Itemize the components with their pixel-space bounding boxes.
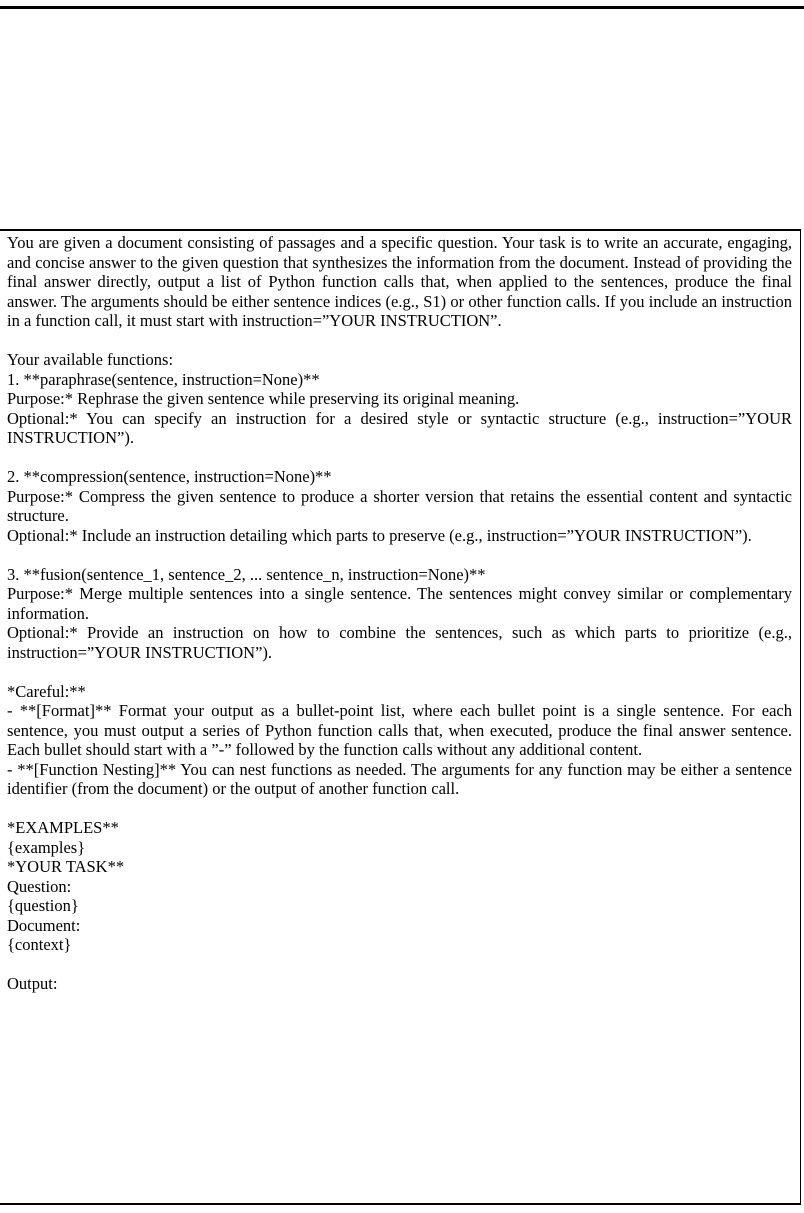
question-placeholder: {question} (7, 896, 79, 915)
prompt-text (7, 233, 792, 994)
function-3-optional: Optional:* Provide an instruction on how to combine the sentences, such as which parts to prioritize (e.g., instruction=”YOUR INSTRUCTION”). (7, 623, 792, 662)
function-2-title: 2. **compression(sentence, instruction=None)** (7, 467, 332, 486)
function-2-purpose: Purpose:* Compress the given sentence to produce a shorter version that retains the essential content and syntactic structure. (7, 486, 792, 525)
function-1-purpose: Purpose:* Rephrase the given sentence while preserving its original meaning. (7, 389, 520, 408)
question-label: Question: (7, 876, 72, 896)
top-rule (0, 6, 804, 9)
examples-header: *EXAMPLES** (7, 818, 119, 837)
careful-format: - **[Format]** Format your output as a bullet-point list, where each bullet point is a single sentence. For each sentence, you must output a series of Python function calls that, when executed, produce the final answer sentence. Each bullet should start with a ”-” followed by the function calls without any additional content. (7, 701, 792, 759)
examples-placeholder: {examples} (7, 837, 86, 857)
function-3-title: 3. **fusion(sentence_1, sentence_2, ... sentence_n, instruction=None)** (7, 564, 486, 584)
functions-header: Your available functions: (7, 350, 174, 369)
output-label: Output: (7, 974, 58, 993)
document-label: Document: (7, 915, 81, 935)
intro-paragraph: You are given a document consisting of passages and a specific question. Your task is to write an accurate, engaging, and concise answer to the given question that synthesizes the information from the document. Instead of providing the final answer directly, output a list of Python function calls that, when applied to the sentences, produce the final answer. The arguments should be either sentence indices (e.g., S1) or other function calls. If you include an instruction in a function call, it must start with instruction=”YOUR INSTRUCTION”. (7, 233, 792, 330)
careful-header: *Careful:** (7, 681, 86, 701)
context-placeholder: {context} (7, 935, 72, 954)
function-1-title: 1. **paraphrase(sentence, instruction=None)** (7, 369, 320, 389)
function-1-optional: Optional:* You can specify an instruction for a desired style or syntactic structure (e.g., instruction=”YOUR INSTRUCTION”). (7, 408, 792, 447)
task-header: *YOUR TASK** (7, 857, 125, 876)
function-2-optional: Optional:* Include an instruction detailing which parts to preserve (e.g., instruction=”YOUR INSTRUCTION”). (7, 525, 752, 545)
careful-nesting: - **[Function Nesting]** You can nest functions as needed. The arguments for any function may be either a sentence identifier (from the document) or the output of another function call. (7, 759, 792, 798)
function-3-purpose: Purpose:* Merge multiple sentences into a single sentence. The sentences might convey similar or complementary information. (7, 584, 792, 623)
